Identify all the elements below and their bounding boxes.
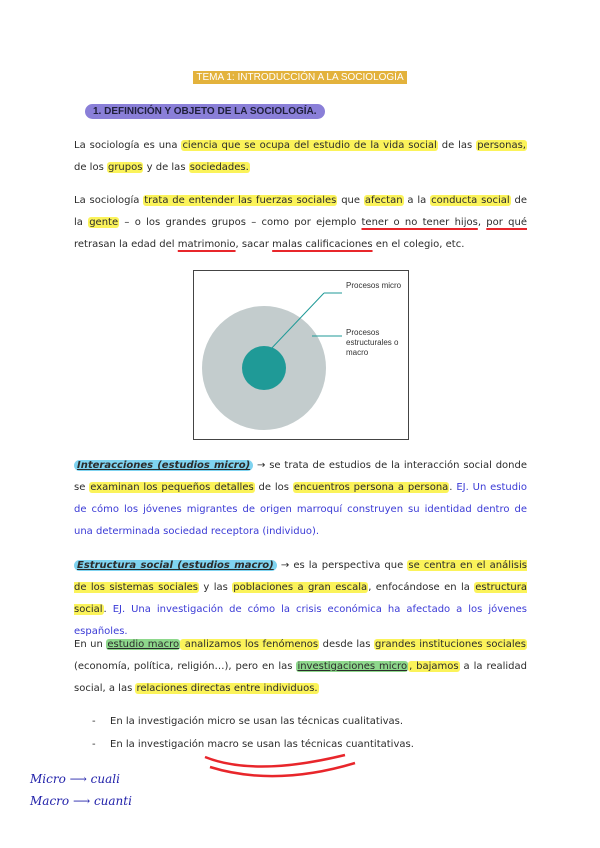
purpose-paragraph — [74, 190, 527, 256]
text: a la realidad social, a las — [74, 661, 527, 694]
highlight: ciencia que se ocupa del estudio de la vida social — [182, 140, 437, 151]
highlight: estructura social — [74, 582, 527, 615]
text: y las — [199, 582, 233, 593]
green-highlight: investigaciones micro — [297, 661, 408, 672]
micro-paragraph — [74, 455, 527, 543]
text: , — [477, 217, 487, 228]
example-text: EJ. Un estudio de cómo los jóvenes migrantes de origen marroquí construyen su identidad dentro de una determinada sociedad receptora (individuo). — [74, 482, 527, 537]
highlight: , bajamos — [409, 661, 459, 672]
text: La sociología — [74, 195, 144, 206]
document-title: TEMA 1: INTRODUCCIÓN A LA SOCIOLOGÍA — [193, 71, 406, 84]
highlight: analizamos los fenómenos — [181, 639, 319, 650]
text: (economía, política, religión…), pero en las — [74, 661, 297, 672]
highlight: grandes instituciones sociales — [375, 639, 526, 650]
text: , enfocándose en la — [368, 582, 475, 593]
label-macro: Procesos estructurales o macro — [346, 328, 399, 357]
text: de la — [74, 195, 527, 228]
text: . — [103, 604, 113, 615]
text: – o los grandes grupos – como por ejemplo — [119, 217, 362, 228]
text: de los — [254, 482, 293, 493]
text: , sacar — [235, 239, 273, 250]
text: En un — [74, 639, 107, 650]
text: . — [449, 482, 457, 493]
highlight: gente — [89, 217, 119, 228]
underlined-text: matrimonio — [177, 239, 236, 250]
text: desde las — [319, 639, 375, 650]
term-macro: Estructura social (estudios macro) — [74, 560, 277, 571]
highlight: se centra en el análisis de los sistemas sociales — [74, 560, 528, 593]
highlight: relaciones directas entre individuos. — [136, 683, 318, 694]
text: en el colegio, etc. — [372, 239, 465, 250]
green-highlight: estudio macro — [107, 639, 180, 650]
text: de las — [437, 140, 477, 151]
highlight: personas, — [477, 140, 526, 151]
macro-paragraph — [74, 555, 527, 643]
handwritten-line-micro: Micro ⟶ cuali — [30, 772, 120, 786]
underlined-text: por qué — [486, 217, 528, 228]
text: → es la perspectiva que — [276, 560, 408, 571]
bullet-dash: - — [92, 739, 96, 750]
section-heading: 1. DEFINICIÓN Y OBJETO DE LA SOCIOLOGÍA. — [85, 104, 325, 119]
highlight: poblaciones a gran escala — [233, 582, 368, 593]
bullet-item — [92, 712, 403, 732]
bullet-text: En la investigación micro se usan las técnicas cualitativas. — [110, 716, 404, 727]
red-arc-top — [205, 755, 345, 767]
highlight: encuentros persona a persona — [293, 482, 449, 493]
example-text: EJ. Una investigación de cómo la crisis económica ha afectado a los jóvenes españoles. — [74, 604, 528, 637]
bullet-text: En la investigación macro se usan las técnicas cuantitativas. — [110, 739, 414, 750]
handwritten-notes — [30, 768, 132, 812]
underlined-text: malas calificaciones — [272, 239, 373, 250]
red-annotation-arcs — [195, 745, 375, 785]
title-container — [0, 71, 600, 84]
highlight: sociedades. — [189, 162, 249, 173]
highlight: grupos — [107, 162, 143, 173]
text: y de las — [143, 162, 189, 173]
text: a la — [403, 195, 431, 206]
handwritten-line-macro: Macro ⟶ cuanti — [30, 794, 132, 808]
underlined-text: tener o no tener hijos — [361, 217, 478, 228]
highlight: trata de entender las fuerzas sociales — [144, 195, 337, 206]
definition-paragraph — [74, 135, 527, 179]
highlight: afectan — [364, 195, 403, 206]
term-micro: Interacciones (estudios micro) — [74, 460, 253, 471]
text: retrasan la edad del — [74, 239, 178, 250]
micro-macro-diagram — [193, 270, 409, 440]
text: La sociología es una — [74, 140, 182, 151]
highlight: conducta social — [431, 195, 510, 206]
comparison-paragraph — [74, 634, 527, 700]
highlight: examinan los pequeños detalles — [90, 482, 254, 493]
bullet-dash: - — [92, 716, 96, 727]
text: → se trata de estudios de la interacción social donde se — [74, 460, 528, 493]
text: que — [337, 195, 364, 206]
label-micro: Procesos micro — [346, 281, 402, 290]
text: de los — [74, 162, 107, 173]
micro-circle — [242, 346, 286, 390]
